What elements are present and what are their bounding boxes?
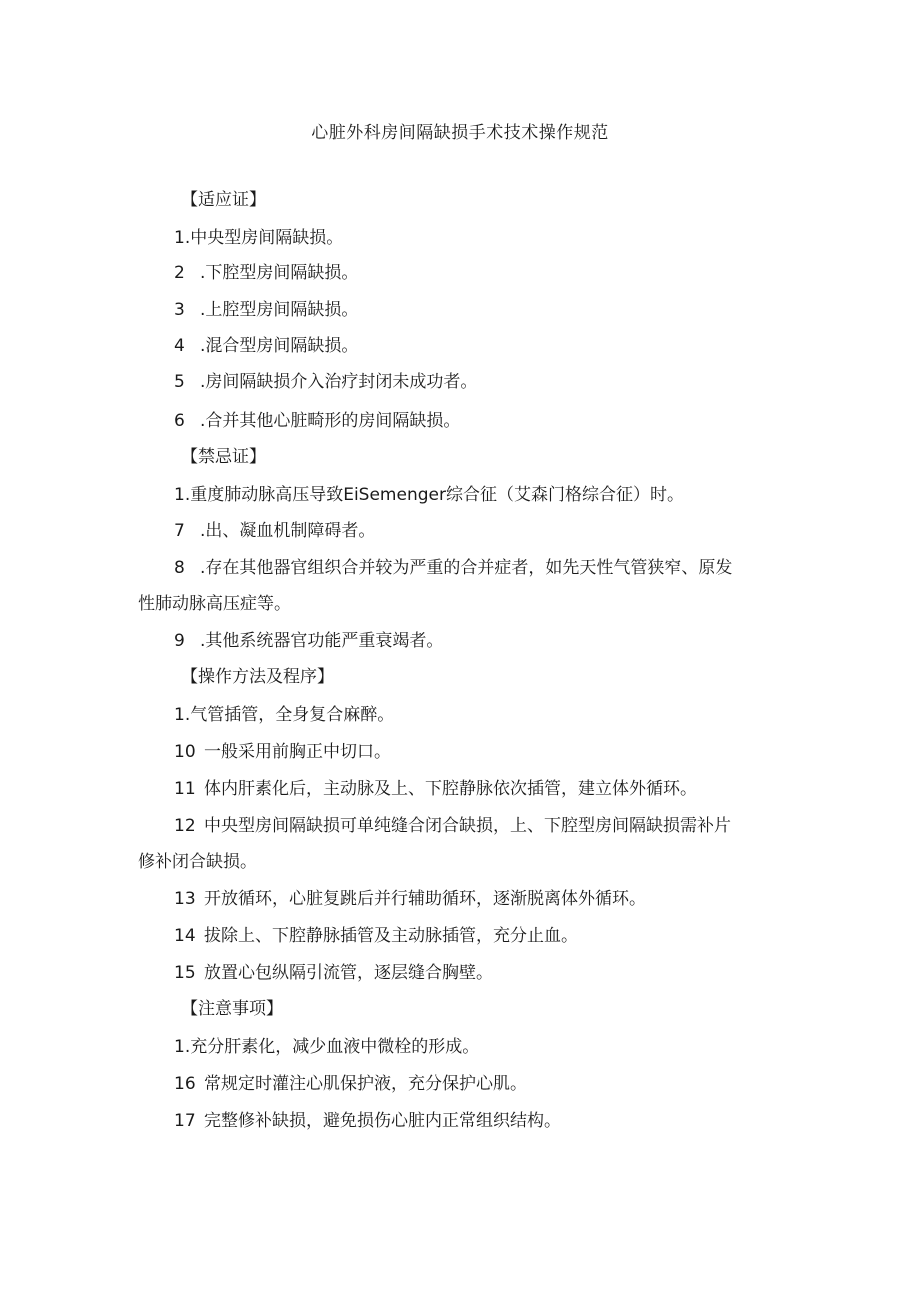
- item-number: 12: [174, 816, 196, 836]
- list-item: [174, 261, 358, 285]
- item-number: 17: [174, 1111, 196, 1131]
- item-text: .房间隔缺损介入治疗封闭未成功者。: [200, 372, 478, 392]
- item-number: 3: [174, 300, 185, 320]
- document-title: 心脏外科房间隔缺损手术技术操作规范: [311, 123, 609, 143]
- item-text: .混合型房间隔缺损。: [200, 336, 359, 356]
- list-item: [174, 814, 731, 838]
- item-text: 完整修补缺损，避免损伤心脏内正常组织结构。: [204, 1111, 561, 1131]
- item-text: 常规定时灌注心肌保护液，充分保护心肌。: [204, 1074, 527, 1094]
- item-number: 6: [174, 411, 185, 431]
- item-text: 性肺动脉高压症等。: [138, 594, 291, 614]
- item-text: 【操作方法及程序】: [181, 667, 334, 687]
- list-item: [174, 370, 477, 394]
- section-heading: [181, 997, 283, 1021]
- item-text: 体内肝素化后，主动脉及上、下腔静脉依次插管，建立体外循环。: [204, 779, 697, 799]
- list-item: [174, 887, 646, 911]
- list-item: [174, 483, 684, 507]
- list-item: [174, 740, 391, 764]
- list-item: [174, 519, 375, 543]
- list-item: [174, 924, 578, 948]
- list-item-continuation: [138, 592, 291, 616]
- section-heading: [181, 665, 334, 689]
- list-item: [174, 409, 460, 433]
- list-item-continuation: [138, 850, 257, 874]
- item-text: 1.充分肝素化，减少血液中微栓的形成。: [174, 1037, 480, 1057]
- item-number: 10: [174, 742, 196, 762]
- item-text: 【注意事项】: [181, 999, 283, 1019]
- list-item: [174, 629, 443, 653]
- list-item: [174, 298, 358, 322]
- item-text: .上腔型房间隔缺损。: [200, 300, 359, 320]
- item-number: 13: [174, 889, 196, 909]
- list-item: [174, 1035, 479, 1059]
- item-text: 1.中央型房间隔缺损。: [174, 228, 344, 248]
- item-text: .合并其他心脏畸形的房间隔缺损。: [200, 411, 461, 431]
- item-text: 修补闭合缺损。: [138, 852, 257, 872]
- item-text: 1.重度肺动脉高压导致EiSemenger综合征（艾森门格综合征）时。: [174, 485, 684, 505]
- item-text: 中央型房间隔缺损可单纯缝合闭合缺损，上、下腔型房间隔缺损需补片: [204, 816, 731, 836]
- list-item: [174, 703, 394, 727]
- item-text: 【禁忌证】: [181, 447, 266, 467]
- item-text: 拔除上、下腔静脉插管及主动脉插管，充分止血。: [204, 926, 578, 946]
- list-item: [174, 226, 343, 250]
- item-number: 4: [174, 336, 185, 356]
- list-item: [174, 1072, 527, 1096]
- item-number: 7: [174, 521, 185, 541]
- section-heading: [181, 445, 266, 469]
- list-item: [174, 961, 493, 985]
- item-text: .存在其他器官组织合并较为严重的合并症者，如先天性气管狭窄、原发: [200, 558, 733, 578]
- item-number: 8: [174, 558, 185, 578]
- item-text: .出、凝血机制障碍者。: [200, 521, 376, 541]
- item-text: 开放循环，心脏复跳后并行辅助循环，逐渐脱离体外循环。: [204, 889, 646, 909]
- item-number: 14: [174, 926, 196, 946]
- item-number: 11: [174, 779, 196, 799]
- item-text: 放置心包纵隔引流管，逐层缝合胸壁。: [204, 963, 493, 983]
- list-item: [174, 1109, 561, 1133]
- item-number: 15: [174, 963, 196, 983]
- item-text: .下腔型房间隔缺损。: [200, 263, 359, 283]
- item-number: 9: [174, 631, 185, 651]
- item-number: 5: [174, 372, 185, 392]
- item-text: 【适应证】: [181, 190, 266, 210]
- list-item: [174, 777, 697, 801]
- list-item: [174, 334, 358, 358]
- list-item: [174, 556, 732, 580]
- section-heading: [181, 188, 266, 212]
- item-number: 2: [174, 263, 185, 283]
- item-text: 1.气管插管，全身复合麻醉。: [174, 705, 395, 725]
- item-text: 一般采用前胸正中切口。: [204, 742, 391, 762]
- item-number: 16: [174, 1074, 196, 1094]
- item-text: .其他系统器官功能严重衰竭者。: [200, 631, 444, 651]
